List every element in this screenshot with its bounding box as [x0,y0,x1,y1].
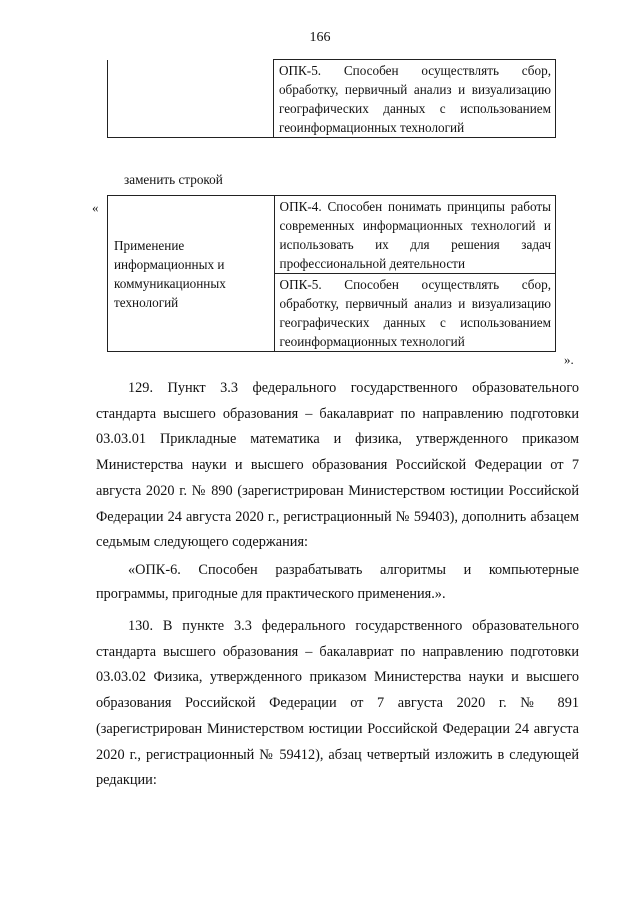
table-row [108,60,556,138]
category-text: Применение информационных и коммуникационных технологий [114,238,226,310]
opk5-old-text: ОПК-5. Способен осуществлять сбор, обработку, первичный анализ и визуализацию географических данных с использованием геоинформационных технологий [278,63,551,135]
table-cell-opk5-new [274,274,555,352]
paragraph-130: 130. В пункте 3.3 федерального государственного образовательного стандарта высшего образования – бакалавриат по направлению подготовки 03.03.02 Физика, утвержденного приказом Министерства науки и высшего образования Российской Федерации от 7 августа 2020 г. № 891 (зарегистрирован Министерством юстиции Российской Федерации 24 августа 2020 г., регистрационный № 59412), абзац четвертый изложить в следующей редакции: [96,618,579,789]
table-cell-empty [108,60,274,138]
quote-open: « [92,200,99,215]
table-cell-category [108,196,275,352]
opk4-text: ОПК-4. Способен понимать принципы работы современных информационных технологий и использовать их для решения задач профессиональной деятельности [279,199,551,271]
table-row [108,196,556,274]
table-cell-opk4 [274,196,555,274]
opk5-new-text: ОПК-5. Способен осуществлять сбор, обработку, первичный анализ и визуализацию географических данных с использованием геоинформационных технологий [279,277,551,349]
competency-table-old [107,59,556,138]
page-number: 166 [309,30,331,45]
competency-table-new [107,195,556,352]
quote-close: ». [564,352,574,367]
paragraph-opk6: «ОПК-6. Способен разрабатывать алгоритмы и компьютерные программы, пригодные для практического применения.». [96,562,579,602]
replace-instruction: заменить строкой [124,172,223,187]
paragraph-129: 129. Пункт 3.3 федерального государственного образовательного стандарта высшего образования – бакалавриат по направлению подготовки 03.03.01 Прикладные математика и физика, утвержденного приказом Министерства науки и высшего образования Российской Федерации от 7 августа 2020 г. № 890 (зарегистрирован Министерством юстиции Российской Федерации 24 августа 2020 г., регистрационный № 59403), дополнить абзацем седьмым следующего содержания: [96,380,579,551]
table-cell-opk5-old [273,60,555,138]
